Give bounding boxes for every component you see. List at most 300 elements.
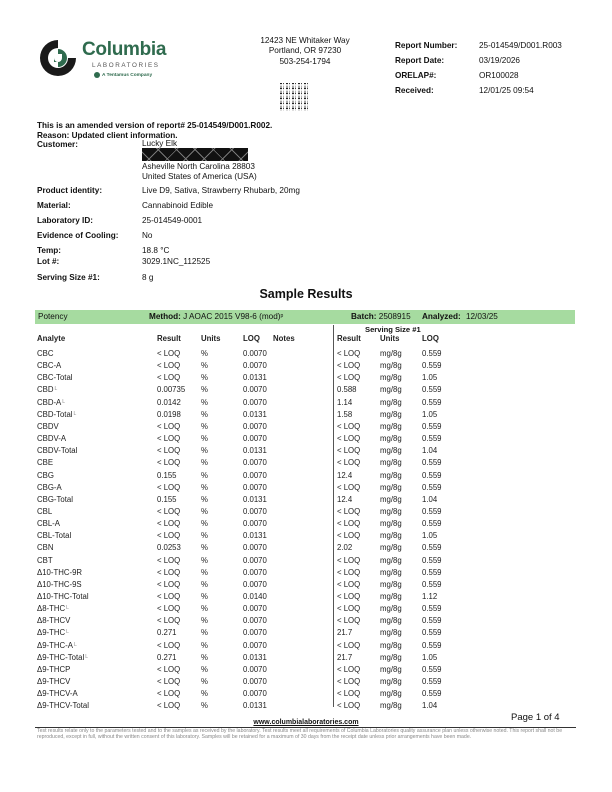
field-lot bbox=[37, 257, 357, 273]
serving-units-value bbox=[380, 519, 402, 528]
units-value bbox=[201, 495, 208, 504]
analyte-name bbox=[37, 410, 76, 419]
units-value bbox=[201, 361, 208, 370]
serving-result-value bbox=[337, 422, 360, 431]
serving-result-value bbox=[337, 616, 360, 625]
customer-row bbox=[37, 140, 357, 181]
units-value bbox=[201, 689, 208, 698]
loq-value-text: 0.0070 bbox=[243, 397, 267, 407]
result-value bbox=[157, 483, 180, 492]
table-header-row bbox=[37, 334, 577, 346]
serving-units-value-text: mg/8g bbox=[380, 628, 402, 638]
loq-value bbox=[243, 568, 267, 577]
units-value bbox=[201, 519, 208, 528]
serving-loq-value-text: 0.559 bbox=[422, 458, 442, 468]
field-value: 3029.1NC_112525 bbox=[142, 257, 211, 266]
result-value-text: < LOQ bbox=[157, 616, 181, 626]
qr-code-icon[interactable] bbox=[280, 83, 308, 111]
result-value bbox=[157, 410, 181, 419]
loq-value-text: 0.0070 bbox=[243, 555, 267, 565]
serving-units-value bbox=[380, 689, 402, 698]
analyte-name-text: Δ10-THC-9S bbox=[37, 579, 82, 589]
serving-units-value bbox=[380, 410, 402, 419]
analyte-name-text: CBL-A bbox=[37, 519, 60, 529]
serving-units-value-text: mg/8g bbox=[380, 689, 402, 699]
loq-value bbox=[243, 495, 267, 504]
serving-units-value-text: mg/8g bbox=[380, 579, 402, 589]
units-value bbox=[201, 422, 208, 431]
serving-result-value bbox=[337, 641, 360, 650]
result-value bbox=[157, 592, 180, 601]
header-result: Result bbox=[157, 334, 181, 343]
serving-result-value-text: < LOQ bbox=[337, 604, 361, 614]
table-row bbox=[37, 641, 577, 653]
analyte-name bbox=[37, 422, 60, 431]
serving-loq-value-text: 0.559 bbox=[422, 579, 442, 589]
method bbox=[149, 312, 283, 321]
serving-loq-value-text: 1.04 bbox=[422, 494, 438, 504]
result-value-text: < LOQ bbox=[157, 434, 181, 444]
units-value bbox=[201, 507, 208, 516]
result-value bbox=[157, 446, 180, 455]
serving-units-value bbox=[380, 568, 402, 577]
table-row bbox=[37, 385, 577, 397]
amended-line: This is an amended version of report# 25-014549/D001.R002. bbox=[37, 121, 273, 130]
serving-loq-value bbox=[422, 373, 437, 382]
loq-value-text: 0.0131 bbox=[243, 446, 267, 456]
serving-units-value bbox=[380, 701, 402, 710]
analyzed-value: 12/03/25 bbox=[465, 312, 498, 321]
table-row bbox=[37, 410, 577, 422]
loq-value-text: 0.0131 bbox=[243, 373, 267, 383]
result-value-text: 0.0198 bbox=[157, 409, 181, 419]
loq-value-text: 0.0070 bbox=[243, 543, 267, 553]
analyte-name-text: CBC-Total bbox=[37, 373, 73, 383]
customer-label: Customer: bbox=[37, 140, 78, 149]
analyte-name bbox=[37, 689, 79, 698]
units-value-text: % bbox=[201, 361, 208, 371]
serving-units-value bbox=[380, 592, 402, 601]
serving-units-value-text: mg/8g bbox=[380, 349, 402, 358]
serving-result-value-text: 2.02 bbox=[337, 543, 353, 553]
loq-value bbox=[243, 519, 267, 528]
serving-loq-value bbox=[422, 361, 442, 370]
serving-units-value-text: mg/8g bbox=[380, 409, 402, 419]
result-value-text: < LOQ bbox=[157, 506, 181, 516]
units-value-text: % bbox=[201, 652, 208, 662]
loq-value bbox=[243, 385, 267, 394]
table-row bbox=[37, 689, 577, 701]
logo-name: Columbia bbox=[82, 39, 167, 60]
loq-value-text: 0.0070 bbox=[243, 470, 267, 480]
result-value-text: < LOQ bbox=[157, 689, 181, 699]
result-value bbox=[157, 458, 180, 467]
loq-value bbox=[243, 434, 267, 443]
orelap-label: ORELAP#: bbox=[395, 71, 437, 80]
table-row bbox=[37, 580, 577, 592]
customer-values bbox=[142, 140, 357, 181]
serving-size-header: Serving Size #1 bbox=[365, 325, 421, 334]
serving-result-value-text: < LOQ bbox=[337, 421, 361, 431]
loq-value-text: 0.0070 bbox=[243, 361, 267, 371]
serving-result-value-text: 21.7 bbox=[337, 628, 353, 638]
customer-country: United States of America (USA) bbox=[142, 171, 257, 181]
field-material bbox=[37, 201, 357, 216]
table-row bbox=[37, 349, 577, 361]
serving-result-value bbox=[337, 458, 360, 467]
analyte-name-text: CBE bbox=[37, 458, 54, 468]
serving-loq-value-text: 0.559 bbox=[422, 421, 442, 431]
serving-result-value bbox=[337, 689, 360, 698]
serving-result-value-text: < LOQ bbox=[337, 640, 361, 650]
serving-loq-value bbox=[422, 458, 442, 467]
loq-value bbox=[243, 507, 267, 516]
loq-value bbox=[243, 604, 267, 613]
serving-loq-value bbox=[422, 531, 437, 540]
potency-band bbox=[35, 310, 575, 324]
loq-value bbox=[243, 543, 267, 552]
report-date-row bbox=[395, 53, 595, 68]
field-serving-size bbox=[37, 273, 357, 288]
serving-loq-value-text: 1.05 bbox=[422, 373, 438, 383]
table-row bbox=[37, 446, 577, 458]
units-value bbox=[201, 701, 208, 710]
serving-result-value bbox=[337, 592, 360, 601]
units-value bbox=[201, 531, 208, 540]
potency-label: Potency bbox=[38, 312, 68, 321]
field-laboratory-id bbox=[37, 216, 357, 231]
serving-result-value-text: < LOQ bbox=[337, 567, 361, 577]
result-value bbox=[157, 495, 177, 504]
serving-units-value-text: mg/8g bbox=[380, 506, 402, 516]
table-row bbox=[37, 519, 577, 531]
units-value-text: % bbox=[201, 689, 208, 699]
result-value bbox=[157, 689, 180, 698]
report-number-row bbox=[395, 38, 595, 53]
serving-loq-value-text: 0.559 bbox=[422, 555, 442, 565]
serving-units-value-text: mg/8g bbox=[380, 361, 402, 371]
analyte-name bbox=[37, 434, 67, 443]
result-value-text: < LOQ bbox=[157, 567, 181, 577]
serving-units-value-text: mg/8g bbox=[380, 543, 402, 553]
serving-loq-value bbox=[422, 592, 437, 601]
serving-units-value bbox=[380, 349, 402, 358]
note-mark: L bbox=[66, 629, 69, 636]
analyte-name bbox=[37, 519, 61, 528]
serving-result-value bbox=[337, 543, 352, 552]
analyte-name bbox=[37, 701, 90, 710]
sample-fields bbox=[37, 186, 357, 288]
serving-result-value bbox=[337, 653, 352, 662]
serving-result-value bbox=[337, 604, 360, 613]
serving-result-value-text: < LOQ bbox=[337, 506, 361, 516]
serving-units-value-text: mg/8g bbox=[380, 677, 402, 687]
serving-units-value bbox=[380, 665, 402, 674]
analyte-name-text: CBD-A bbox=[37, 397, 62, 407]
result-value bbox=[157, 519, 180, 528]
field-evidence-of-cooling bbox=[37, 231, 357, 246]
analyte-name bbox=[37, 483, 63, 492]
serving-loq-value bbox=[422, 580, 442, 589]
units-value-text: % bbox=[201, 543, 208, 553]
loq-value-text: 0.0070 bbox=[243, 519, 267, 529]
analyte-name-text: CBC bbox=[37, 349, 54, 358]
analyte-name-text: Δ9-THCP bbox=[37, 664, 71, 674]
result-value-text: < LOQ bbox=[157, 592, 181, 601]
analyte-name bbox=[37, 556, 54, 565]
serving-loq-value bbox=[422, 653, 437, 662]
loq-value bbox=[243, 422, 267, 431]
field-temp bbox=[37, 246, 357, 257]
serving-units-value bbox=[380, 471, 402, 480]
result-value bbox=[157, 701, 180, 710]
analyte-name-text: CBDV-Total bbox=[37, 446, 78, 456]
units-value-text: % bbox=[201, 385, 208, 395]
result-value-text: < LOQ bbox=[157, 579, 181, 589]
table-row bbox=[37, 373, 577, 385]
serving-units-value bbox=[380, 531, 402, 540]
logo-subtitle: LABORATORIES bbox=[92, 62, 160, 69]
footer-website-link[interactable]: www.columbialaboratories.com bbox=[253, 719, 359, 726]
analyte-name-text: Δ8-THC bbox=[37, 604, 66, 614]
serving-loq-value-text: 0.559 bbox=[422, 628, 442, 638]
result-value-text: 0.271 bbox=[157, 628, 177, 638]
serving-result-value bbox=[337, 628, 352, 637]
analyte-name bbox=[37, 458, 54, 467]
units-value-text: % bbox=[201, 628, 208, 638]
serving-units-value-text: mg/8g bbox=[380, 531, 402, 541]
section-title: Sample Results bbox=[259, 287, 353, 301]
serving-loq-value-text: 0.559 bbox=[422, 664, 442, 674]
units-value bbox=[201, 628, 208, 637]
analyte-name bbox=[37, 677, 71, 686]
loq-value bbox=[243, 410, 267, 419]
loq-value bbox=[243, 471, 267, 480]
serving-loq-value bbox=[422, 519, 442, 528]
result-value-text: < LOQ bbox=[157, 701, 181, 711]
loq-value-text: 0.0070 bbox=[243, 628, 267, 638]
serving-units-value-text: mg/8g bbox=[380, 555, 402, 565]
loq-value bbox=[243, 592, 267, 601]
analyte-name bbox=[37, 349, 54, 358]
units-value bbox=[201, 410, 208, 419]
table-row bbox=[37, 568, 577, 580]
analyte-name-text: Δ10-THC-9R bbox=[37, 567, 83, 577]
loq-value-text: 0.0131 bbox=[243, 531, 267, 541]
serving-result-value bbox=[337, 373, 360, 382]
result-value-text: 0.155 bbox=[157, 470, 177, 480]
analyte-name bbox=[37, 361, 62, 370]
units-value bbox=[201, 641, 208, 650]
serving-units-value-text: mg/8g bbox=[380, 373, 402, 383]
batch bbox=[351, 312, 411, 321]
batch-value: 2508915 bbox=[378, 312, 411, 321]
analyte-name-text: CBC-A bbox=[37, 361, 62, 371]
serving-units-value bbox=[380, 556, 402, 565]
result-value bbox=[157, 580, 180, 589]
result-value bbox=[157, 422, 180, 431]
units-value-text: % bbox=[201, 458, 208, 468]
loq-value bbox=[243, 653, 267, 662]
result-value-text: < LOQ bbox=[157, 640, 181, 650]
analyte-name-text: CBL bbox=[37, 506, 53, 516]
loq-value bbox=[243, 689, 267, 698]
serving-units-value bbox=[380, 641, 402, 650]
company-logo bbox=[36, 36, 176, 84]
serving-loq-value-text: 1.04 bbox=[422, 701, 438, 711]
result-value bbox=[157, 616, 180, 625]
loq-value-text: 0.0131 bbox=[243, 494, 267, 504]
units-value bbox=[201, 543, 208, 552]
customer-city: Asheville North Carolina 28803 bbox=[142, 162, 255, 171]
units-value bbox=[201, 471, 208, 480]
table-row bbox=[37, 665, 577, 677]
serving-units-value bbox=[380, 385, 402, 394]
serving-loq-value bbox=[422, 556, 442, 565]
serving-result-value-text: < LOQ bbox=[337, 592, 361, 601]
note-mark: L bbox=[73, 410, 77, 417]
loq-value-text: 0.0070 bbox=[243, 579, 267, 589]
serving-result-value-text: < LOQ bbox=[337, 664, 361, 674]
loq-value-text: 0.0070 bbox=[243, 664, 267, 674]
serving-result-value bbox=[337, 398, 352, 407]
serving-result-value-text: < LOQ bbox=[337, 458, 361, 468]
amended-notice bbox=[37, 121, 272, 140]
units-value-text: % bbox=[201, 349, 208, 358]
footer-disclaimer: Test results relate only to the parameters tested and to the samples as received by the laboratory. Test results meet all requirements of Columbia Laboratories quality assurance plan unless otherwise noted. This report shall not be reproduced, except in full, without the written consent of this laboratory. Samples will be retained for a maximum of 30 days from the receipt date unless prior arrangements have been made. bbox=[37, 728, 563, 741]
serving-result-value-text: 12.4 bbox=[337, 470, 353, 480]
units-value-text: % bbox=[201, 482, 208, 492]
serving-loq-value bbox=[422, 689, 442, 698]
units-value-text: % bbox=[201, 677, 208, 687]
field-label: Serving Size #1: bbox=[37, 273, 100, 282]
units-value-text: % bbox=[201, 579, 208, 589]
loq-value bbox=[243, 665, 267, 674]
serving-units-value bbox=[380, 604, 402, 613]
serving-loq-value-text: 0.559 bbox=[422, 604, 442, 614]
field-label: Lot #: bbox=[37, 257, 60, 266]
serving-loq-value-text: 0.559 bbox=[422, 482, 442, 492]
serving-units-value bbox=[380, 422, 402, 431]
units-value bbox=[201, 556, 208, 565]
units-value bbox=[201, 616, 208, 625]
units-value-text: % bbox=[201, 397, 208, 407]
serving-units-value-text: mg/8g bbox=[380, 446, 402, 456]
serving-loq-value bbox=[422, 349, 442, 358]
loq-value-text: 0.0070 bbox=[243, 434, 267, 444]
table-row bbox=[37, 677, 577, 689]
serving-result-value bbox=[337, 701, 360, 710]
loq-value-text: 0.0131 bbox=[243, 701, 267, 711]
serving-units-value bbox=[380, 507, 402, 516]
serving-units-value bbox=[380, 458, 402, 467]
serving-units-value-text: mg/8g bbox=[380, 652, 402, 662]
serving-units-value-text: mg/8g bbox=[380, 482, 402, 492]
loq-value-text: 0.0070 bbox=[243, 421, 267, 431]
analyte-name bbox=[37, 543, 54, 552]
serving-units-value-text: mg/8g bbox=[380, 592, 402, 601]
serving-units-value bbox=[380, 373, 402, 382]
serving-result-value bbox=[337, 361, 360, 370]
analyte-name-text: CBDV-A bbox=[37, 434, 67, 444]
result-value-text: 0.0253 bbox=[157, 543, 181, 553]
result-value bbox=[157, 507, 180, 516]
column-divider bbox=[333, 325, 334, 707]
columbia-c-logo-icon bbox=[38, 38, 78, 78]
serving-loq-value bbox=[422, 628, 442, 637]
table-row bbox=[37, 483, 577, 495]
serving-result-value-text: 21.7 bbox=[337, 652, 353, 662]
analyte-name bbox=[37, 592, 90, 601]
units-value bbox=[201, 349, 208, 358]
result-value bbox=[157, 556, 180, 565]
serving-result-value-text: 1.58 bbox=[337, 409, 353, 419]
serving-result-value bbox=[337, 446, 360, 455]
loq-value bbox=[243, 628, 267, 637]
serving-units-value-text: mg/8g bbox=[380, 640, 402, 650]
serving-result-value bbox=[337, 519, 360, 528]
serving-units-value-text: mg/8g bbox=[380, 421, 402, 431]
received-row bbox=[395, 83, 595, 98]
serving-loq-value-text: 0.559 bbox=[422, 677, 442, 687]
loq-value bbox=[243, 458, 267, 467]
serving-units-value-text: mg/8g bbox=[380, 470, 402, 480]
serving-loq-value-text: 0.559 bbox=[422, 543, 442, 553]
table-row bbox=[37, 422, 577, 434]
note-mark: L bbox=[62, 398, 66, 405]
loq-value bbox=[243, 677, 267, 686]
result-value-text: 0.00735 bbox=[157, 385, 186, 395]
tentamus-icon bbox=[94, 72, 100, 78]
serving-loq-value-text: 0.559 bbox=[422, 470, 442, 480]
units-value-text: % bbox=[201, 494, 208, 504]
loq-value-text: 0.0070 bbox=[243, 677, 267, 687]
serving-units-value bbox=[380, 495, 402, 504]
loq-value bbox=[243, 398, 267, 407]
serving-result-value-text: < LOQ bbox=[337, 361, 361, 371]
serving-loq-value-text: 0.559 bbox=[422, 385, 442, 395]
result-value-text: 0.0142 bbox=[157, 397, 181, 407]
serving-result-value-text: < LOQ bbox=[337, 616, 361, 626]
result-value bbox=[157, 665, 180, 674]
result-value bbox=[157, 568, 180, 577]
table-row bbox=[37, 628, 577, 640]
analyte-name bbox=[37, 568, 83, 577]
serving-loq-value bbox=[422, 641, 442, 650]
serving-loq-value bbox=[422, 568, 442, 577]
analyte-name-text: CBL-Total bbox=[37, 531, 72, 541]
serving-result-value bbox=[337, 434, 360, 443]
result-value bbox=[157, 385, 185, 394]
header-loq: LOQ bbox=[243, 334, 260, 343]
serving-result-value bbox=[337, 531, 360, 540]
analyte-name bbox=[37, 531, 72, 540]
result-value-text: < LOQ bbox=[157, 604, 181, 614]
header-serving-loq: LOQ bbox=[422, 334, 439, 343]
table-row bbox=[37, 507, 577, 519]
serving-loq-value bbox=[422, 507, 442, 516]
note-mark: L bbox=[85, 653, 89, 660]
serving-loq-value-text: 1.05 bbox=[422, 409, 438, 419]
serving-result-value-text: < LOQ bbox=[337, 434, 361, 444]
serving-result-value bbox=[337, 556, 360, 565]
loq-value-text: 0.0070 bbox=[243, 385, 267, 395]
loq-value bbox=[243, 556, 267, 565]
loq-value-text: 0.0070 bbox=[243, 640, 267, 650]
units-value-text: % bbox=[201, 567, 208, 577]
loq-value-text: 0.0131 bbox=[243, 409, 267, 419]
serving-loq-value-text: 0.559 bbox=[422, 689, 442, 699]
